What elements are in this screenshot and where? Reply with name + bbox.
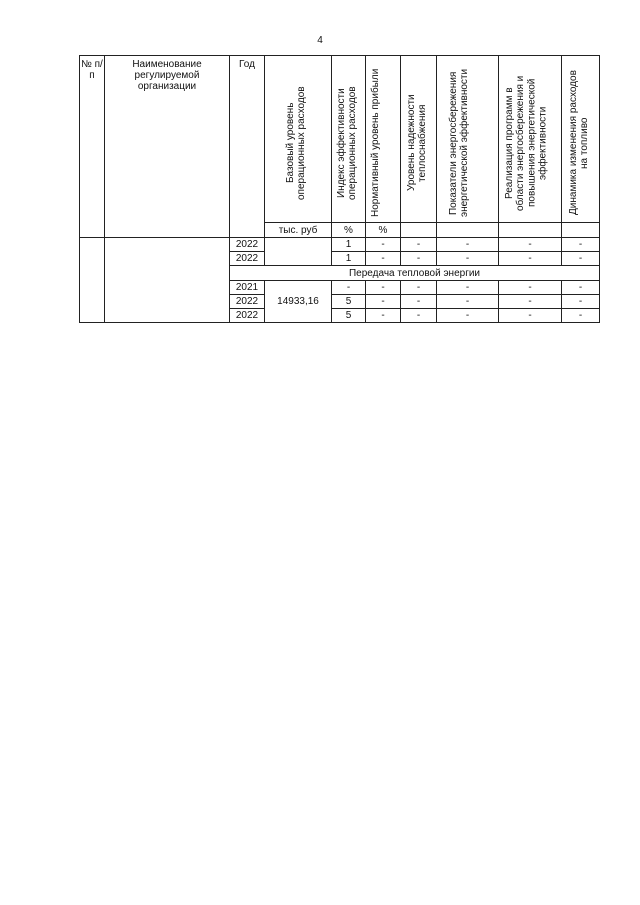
- cell-reliability: -: [401, 295, 437, 309]
- cell-base: [265, 238, 332, 266]
- cell-fuel: -: [562, 238, 600, 252]
- cell-year: 2022: [230, 252, 265, 266]
- cell-fuel: -: [562, 252, 600, 266]
- cell-index: 5: [332, 295, 366, 309]
- unit-base: тыс. руб: [265, 223, 332, 238]
- header-efficiency-index: Индекс эффективности операционных расходов: [332, 56, 366, 223]
- cell-year: 2021: [230, 281, 265, 295]
- cell-programs: -: [499, 309, 562, 323]
- cell-efficiency: -: [437, 281, 499, 295]
- unit-index: %: [332, 223, 366, 238]
- header-row: [80, 56, 600, 223]
- cell-reliability: -: [401, 281, 437, 295]
- header-fuel-dynamics: Динамика изменения расходов на топливо: [562, 56, 600, 223]
- unit-profit: %: [366, 223, 401, 238]
- cell-base: 14933,16: [265, 281, 332, 323]
- header-base-level: Базовый уровень операционных расходов: [265, 56, 332, 223]
- cell-fuel: -: [562, 281, 600, 295]
- section-title: Передача тепловой энергии: [230, 266, 600, 281]
- unit-empty: [499, 223, 562, 238]
- cell-programs: -: [499, 238, 562, 252]
- cell-reliability: -: [401, 238, 437, 252]
- header-organization: Наименование регулируемой организации: [105, 56, 230, 238]
- header-num: № п/п: [80, 56, 105, 238]
- unit-empty: [562, 223, 600, 238]
- cell-programs: -: [499, 252, 562, 266]
- header-profit-level: Нормативный уровень прибыли: [366, 56, 401, 223]
- cell-efficiency: -: [437, 238, 499, 252]
- header-energy-efficiency: Показатели энергосбережения энергетической эффективности: [437, 56, 499, 223]
- cell-reliability: -: [401, 252, 437, 266]
- cell-year: 2022: [230, 295, 265, 309]
- cell-index: 1: [332, 238, 366, 252]
- header-year: Год: [230, 56, 265, 238]
- cell-programs: -: [499, 295, 562, 309]
- cell-efficiency: -: [437, 309, 499, 323]
- unit-empty: [437, 223, 499, 238]
- header-programs: Реализация программ в области энергосбережения и повышения энергетической эффективности: [499, 56, 562, 223]
- cell-organization: [105, 238, 230, 323]
- cell-reliability: -: [401, 309, 437, 323]
- cell-profit: -: [366, 295, 401, 309]
- cell-profit: -: [366, 309, 401, 323]
- cell-profit: -: [366, 281, 401, 295]
- page-number: 4: [317, 35, 323, 46]
- unit-empty: [401, 223, 437, 238]
- header-reliability: Уровень надежности теплоснабжения: [401, 56, 437, 223]
- cell-profit: -: [366, 238, 401, 252]
- cell-num: [80, 238, 105, 323]
- cell-fuel: -: [562, 295, 600, 309]
- cell-year: 2022: [230, 238, 265, 252]
- regulation-table: [79, 55, 600, 323]
- table-row: [80, 238, 600, 252]
- cell-fuel: -: [562, 309, 600, 323]
- cell-index: -: [332, 281, 366, 295]
- cell-efficiency: -: [437, 295, 499, 309]
- cell-programs: -: [499, 281, 562, 295]
- cell-efficiency: -: [437, 252, 499, 266]
- cell-index: 5: [332, 309, 366, 323]
- cell-index: 1: [332, 252, 366, 266]
- cell-year: 2022: [230, 309, 265, 323]
- cell-profit: -: [366, 252, 401, 266]
